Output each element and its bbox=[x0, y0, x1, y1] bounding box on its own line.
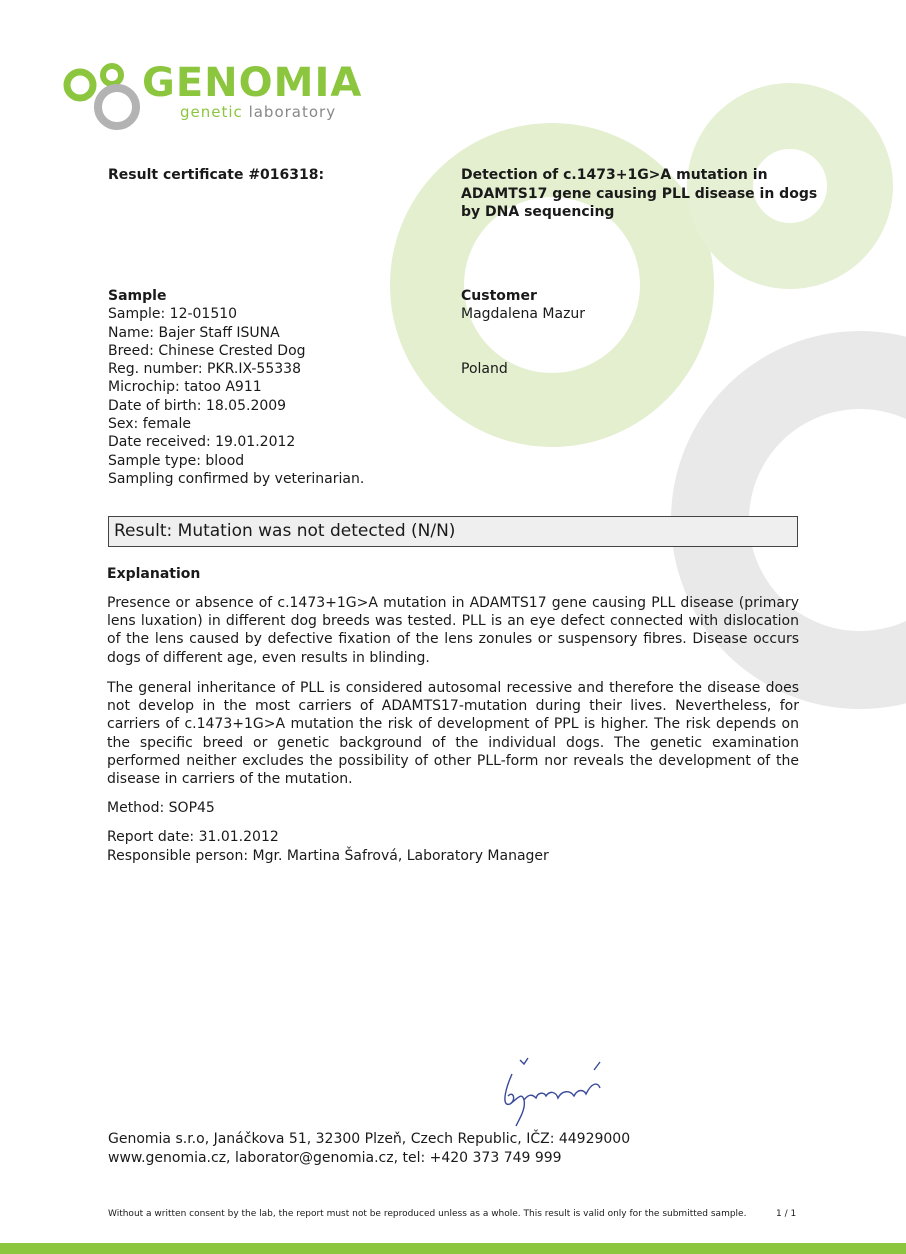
explanation-paragraph-1: Presence or absence of c.1473+1G>A mutation in ADAMTS17 gene causing PLL disease (primary lens luxation) in different dog breeds was tested. PLL is an eye defect connected with dislocation of the lens caused by defective fixation of the lens zonules or suspensory fibres. Disease occurs dogs of different age, even results in blinding. bbox=[107, 595, 799, 666]
result-box: Result: Mutation was not detected (N/N) bbox=[108, 516, 798, 547]
logo-wordmark: GENOMIA bbox=[142, 60, 363, 106]
sample-line: Sex: female bbox=[108, 416, 191, 433]
certificate-title: Result certificate #016318: bbox=[108, 167, 325, 183]
redacted-address bbox=[461, 324, 781, 361]
sample-line: Breed: Chinese Crested Dog bbox=[108, 342, 306, 359]
explanation-paragraph-2: The general inheritance of PLL is considered autosomal recessive and therefore the disease does not develop in the most carriers of ADAMTS17-mutation during their lives. Nevertheless, for carriers of c.1473+1G>A mutation the risk of development of PPL is higher. The risk depends on the specific breed or genetic background of the individual dogs. The genetic examination performed neither excludes the possibility of other PLL-form nor reveals the development of the disease in carriers of the mutation. bbox=[107, 680, 799, 788]
customer-heading: Customer bbox=[461, 288, 537, 304]
customer-block bbox=[461, 287, 781, 378]
sample-line: Microchip: tatoo A911 bbox=[108, 379, 262, 396]
page-number: 1 / 1 bbox=[776, 1209, 797, 1219]
sample-block bbox=[108, 287, 438, 488]
test-title bbox=[461, 166, 818, 222]
explanation-heading: Explanation bbox=[107, 566, 201, 582]
logo-tagline-rest: laboratory bbox=[248, 103, 337, 121]
sample-line: Sampling confirmed by veterinarian. bbox=[108, 470, 365, 487]
customer-name: Magdalena Mazur bbox=[461, 306, 586, 323]
customer-country: Poland bbox=[461, 361, 508, 378]
logo-tagline-accent: genetic bbox=[180, 103, 243, 121]
report-date: Report date: 31.01.2012 bbox=[107, 829, 279, 845]
sample-line: Sample type: blood bbox=[108, 452, 245, 469]
method-line: Method: SOP45 bbox=[107, 800, 215, 816]
sample-line: Reg. number: PKR.IX-55338 bbox=[108, 361, 301, 378]
footer-disclaimer: Without a written consent by the lab, the report must not be reproduced unless as a whole. This result is valid only for the submitted sample. bbox=[108, 1209, 747, 1219]
footer-address: Genomia s.r.o, Janáčkova 51, 32300 Plzeň, Czech Republic, IČZ: 44929000 bbox=[108, 1131, 631, 1147]
sample-line: Date of birth: 18.05.2009 bbox=[108, 397, 287, 414]
test-title-line: by DNA sequencing bbox=[461, 204, 615, 220]
sample-line: Date received: 19.01.2012 bbox=[108, 434, 296, 451]
signature bbox=[490, 1052, 620, 1132]
sample-line: Name: Bajer Staff ISUNA bbox=[108, 324, 280, 341]
footer-contact: www.genomia.cz, laborator@genomia.cz, tel: +420 373 749 999 bbox=[108, 1150, 562, 1166]
test-title-line: Detection of c.1473+1G>A mutation in bbox=[461, 167, 768, 183]
report-block bbox=[107, 828, 549, 866]
test-title-line: ADAMTS17 gene causing PLL disease in dogs bbox=[461, 185, 818, 202]
sample-line: Sample: 12-01510 bbox=[108, 306, 238, 323]
responsible-person: Responsible person: Mgr. Martina Šafrová, Laboratory Manager bbox=[107, 848, 549, 864]
footer-address-block bbox=[108, 1130, 630, 1168]
sample-heading: Sample bbox=[108, 288, 167, 304]
